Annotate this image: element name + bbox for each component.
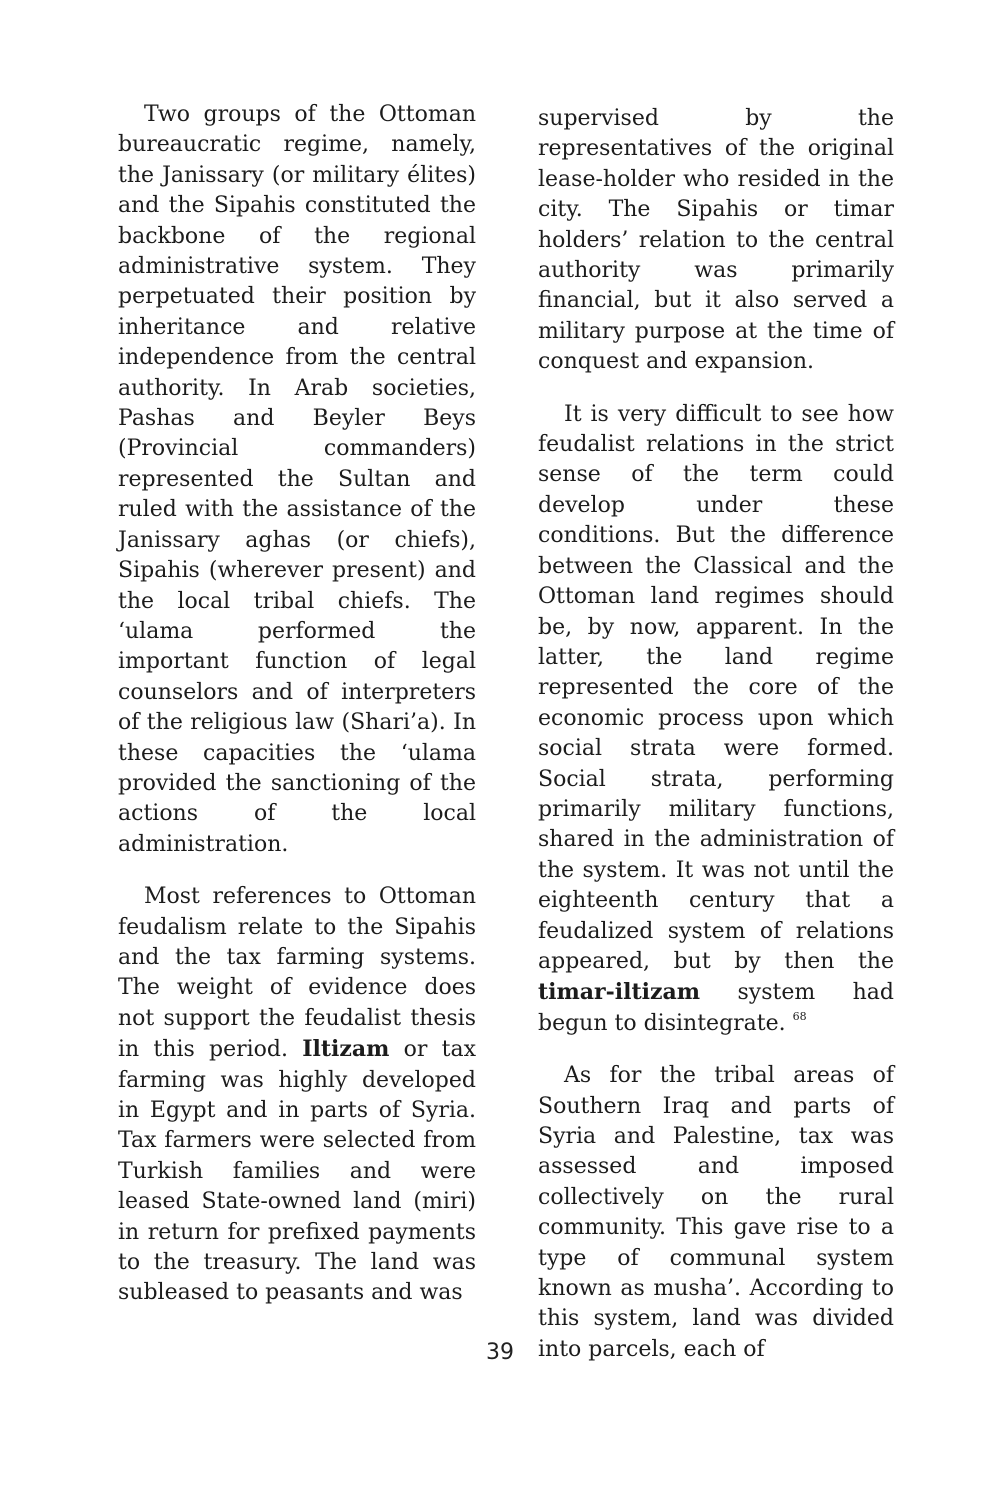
paragraph-text: Most references to Ottoman feudalism relate to the Sipahis and the tax farming systems. The weight of evidence does not support the feudalist thesis in this period. (118, 884, 476, 1063)
footnote-marker[interactable]: 68 (792, 1009, 807, 1023)
paragraph-tribal-areas: As for the tribal areas of Southern Iraq and parts of Syria and Palestine, tax was assessed and imposed collectively on the rural community. This gave rise to a type of communal system known as musha’. According to this system, land was divided into parcels, each of (538, 1063, 894, 1362)
paragraph-text: or tax farming was highly developed in Egypt and in parts of Syria. Tax farmers were selected from Turkish families and were leased State-owned land (miri) in return for prefixed payments to the treasury. The land was subleased to peasants and was (118, 1037, 476, 1306)
left-column (118, 100, 476, 1309)
page-number: 39 (486, 1340, 514, 1365)
paragraph-gap (538, 378, 894, 400)
term-timar-iltizam: timar-iltizam (538, 979, 701, 1006)
right-column (538, 104, 894, 1365)
paragraph-gap (118, 860, 476, 882)
paragraph-feudalist-relations (538, 400, 894, 1040)
paragraph-ottoman-feudalism (118, 882, 476, 1309)
paragraph-supervision: supervised by the representatives of the original lease-holder who resided in the city. The Sipahis or timar holders’ relation to the central authority was primarily financial, but it also served a military purpose at the time of conquest and expansion. (538, 106, 894, 375)
paragraph-gap (538, 1039, 894, 1061)
paragraph-text: It is very difficult to see how feudalist relations in the strict sense of the term could develop under these conditions. But the difference between the Classical and the Ottoman land regimes should be, by now, apparent. In the latter, the land regime represented the core of the economic process upon which social strata were formed. Social strata, performing primarily military functions, shared in the administration of the system. It was not until the eighteenth century that a feudalized system of relations appeared, but by then the (538, 401, 894, 974)
paragraph-text: system had begun to disintegrate. (538, 980, 895, 1036)
term-iltizam: Iltizam (302, 1036, 390, 1063)
paragraph-ottoman-regime: Two groups of the Ottoman bureaucratic regime, namely, the Janissary (or military élites) and the Sipahis constituted the backbone of the regional administrative system. They perpetuated their position by inheritance and relative independence from the central authority. In Arab societies, Pashas and Beyler Beys (Provincial commanders) represented the Sultan and ruled with the assistance of the Janissary aghas (or chiefs), Sipahis (wherever present) and the local tribal chiefs. The ‘ulama performed the important function of legal counselors and of interpreters of the religious law (Shari’a). In these capacities the ‘ulama provided the sanctioning of the actions of the local administration. (118, 102, 476, 857)
